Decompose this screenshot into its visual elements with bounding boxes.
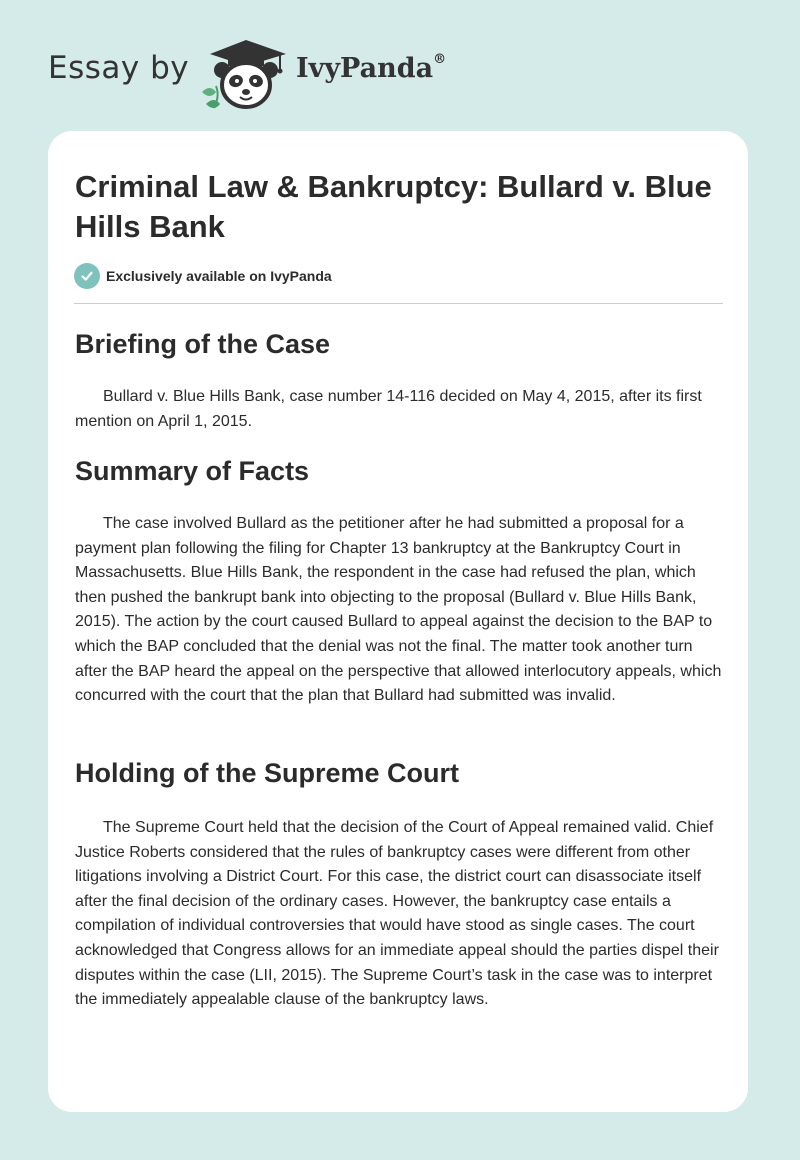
header — [0, 0, 800, 130]
brand-name — [296, 53, 446, 84]
brand-prefix: Essay by — [48, 50, 190, 86]
paragraph-briefing: Bullard v. Blue Hills Bank, case number 14-116 decided on May 4, 2015, after its first mention on April 1, 2015. — [75, 388, 702, 430]
section-heading-briefing: Briefing of the Case — [75, 329, 331, 359]
essay-card — [48, 131, 748, 1112]
panda-logo-icon — [200, 34, 292, 110]
registered-mark: ® — [433, 52, 447, 67]
section-heading-summary: Summary of Facts — [75, 456, 310, 486]
badge-text: Exclusively available on IvyPanda — [106, 268, 332, 284]
page-title: Criminal Law & Bankruptcy: Bullard v. Blue Hills Bank — [75, 169, 712, 244]
check-icon — [74, 263, 100, 289]
exclusive-badge — [74, 263, 332, 289]
section-heading-holding: Holding of the Supreme Court — [75, 758, 459, 788]
paragraph-summary: The case involved Bullard as the petitioner after he had submitted a proposal for a payment plan following the filing for Chapter 13 bankruptcy at the Bankruptcy Court in Massachusetts. Blue Hills Bank, the respondent in the case had refused the plan, which then pushed the bankrupt bank into objecting to the proposal (Bullard v. Blue Hills Bank, 2015). The action by the court caused Bullard to appeal against the decision to the BAP to which the BAP concluded that the denial was not the final. The matter took another turn after the BAP heard the appeal on the perspective that allowed interlocutory appeals, which concurred with the court that the plan that Bullard had submitted was invalid. — [75, 515, 722, 705]
brand-text: IvyPanda — [296, 53, 434, 84]
divider — [74, 303, 723, 304]
paragraph-holding: The Supreme Court held that the decision of the Court of Appeal remained valid. Chief Justice Roberts considered that the rules of bankruptcy cases were different from other litigations involving a District Court. For this case, the district court can disassociate itself after the final decision of the ordinary cases. However, the bankruptcy case entails a compilation of individual controversies that would have stood as single cases. The court acknowledged that Congress allows for an immediate appeal should the parties dispel their disputes within the case (LII, 2015). The Supreme Court’s task in the case was to interpret the immediately appealable clause of the bankruptcy laws. — [75, 819, 719, 1009]
